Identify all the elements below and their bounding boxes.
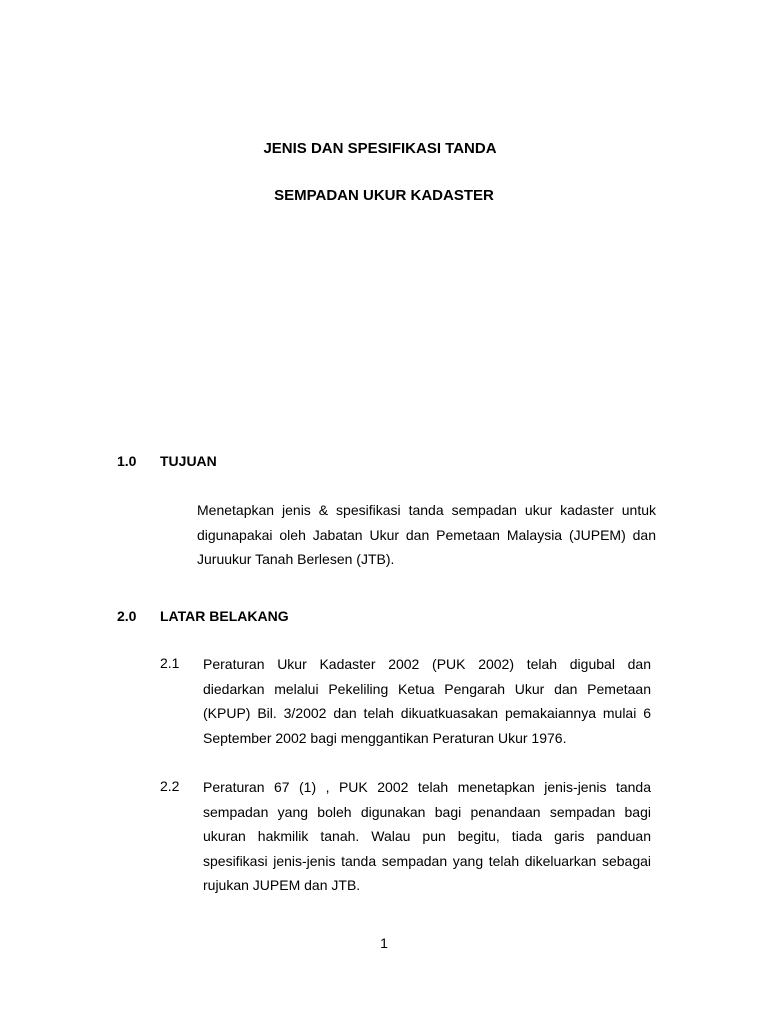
paragraph-line: Peraturan Ukur Kadaster 2002 (PUK 2002) telah digubal dan	[203, 656, 651, 672]
section-number: 2.0	[117, 608, 137, 624]
paragraph-line: diedarkan melalui Pekeliling Ketua Pengarah Ukur dan Pemetaan	[203, 680, 651, 697]
paragraph-line: ukuran hakmilik tanah. Walau pun begitu, tiada garis panduan	[203, 828, 651, 844]
paragraph-line: rujukan JUPEM dan JTB.	[203, 877, 361, 893]
paragraph-line: September 2002 bagi menggantikan Peraturan Ukur 1976.	[203, 729, 567, 746]
paragraph-line: sempadan yang boleh digunakan bagi penandaan sempadan bagi	[203, 803, 651, 820]
document-title-line-1: JENIS DAN SPESIFIKASI TANDA	[263, 140, 497, 157]
subsection-number: 2.1	[160, 655, 180, 671]
paragraph-line: (KPUP) Bil. 3/2002 dan telah dikuatkuasakan pemakaiannya mulai 6	[203, 705, 651, 721]
paragraph-line: Menetapkan jenis & spesifikasi tanda sempadan ukur kadaster untuk	[197, 502, 656, 518]
document-title-line-2: SEMPADAN UKUR KADASTER	[274, 187, 494, 204]
paragraph-line: spesifikasi jenis-jenis tanda sempadan yang telah dikeluarkan sebagai	[203, 852, 651, 869]
subsection-number: 2.2	[160, 778, 180, 794]
paragraph-line: Peraturan 67 (1) , PUK 2002 telah menetapkan jenis-jenis tanda	[203, 779, 651, 795]
section-heading: LATAR BELAKANG	[160, 608, 289, 624]
section-paragraph	[197, 498, 656, 572]
section-heading: TUJUAN	[160, 453, 217, 469]
subsection-paragraph	[203, 652, 651, 750]
paragraph-line: digunapakai oleh Jabatan Ukur dan Pemetaan Malaysia (JUPEM) dan	[197, 526, 656, 543]
section-number: 1.0	[117, 453, 137, 469]
subsection-paragraph	[203, 775, 651, 898]
page-number: 1	[380, 935, 388, 951]
paragraph-line: Juruukur Tanah Berlesen (JTB).	[197, 551, 395, 567]
